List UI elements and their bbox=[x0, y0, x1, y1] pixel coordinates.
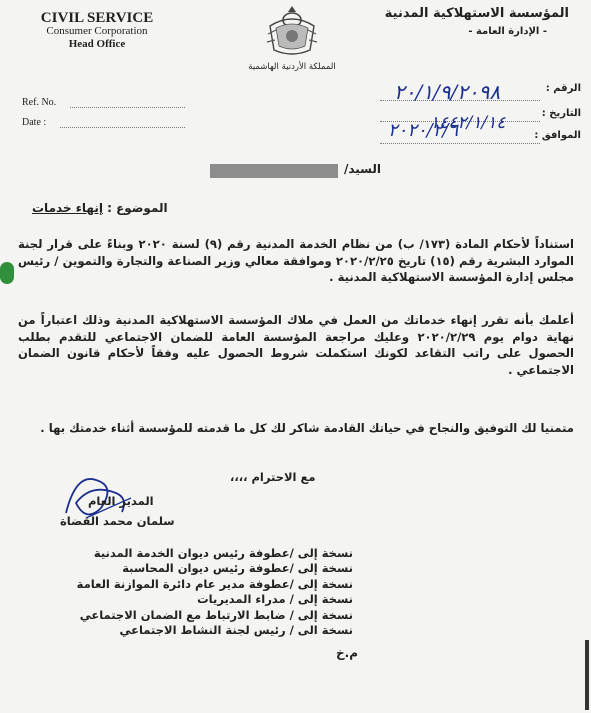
ar-corr-label: الموافق : bbox=[534, 130, 581, 141]
body-paragraph-2: أعلمك بأنه تقرر إنهاء خدماتك من العمل في ملاك المؤسسة الاستهلاكية المدنية وذلك اعتباراً من نهاية دوام يوم ٢٠٢٠/٢/٢٩ وعليك مراجعة المؤسسة العامة للضمان الاجتماعي للتقدم بطلب الحصول على راتب التقاعد لكونك استكملت شروط الحصول عليه وفقاً لأحكام قانون الضمان الاجتماعي . bbox=[18, 313, 574, 377]
green-marker-spot bbox=[0, 262, 14, 284]
emblem-caption: المملكة الأردنية الهاشمية bbox=[248, 62, 336, 72]
date-label: Date : bbox=[22, 117, 47, 128]
handwritten-ref: ٢٠/١/٩/٢٠٩٨ bbox=[394, 80, 501, 104]
footer-code: م.خ bbox=[336, 646, 359, 660]
signature-name: سلمان محمد القضاة bbox=[60, 514, 175, 528]
copies-list bbox=[33, 546, 353, 638]
subject bbox=[32, 201, 168, 215]
copy-line: نسخة إلى / ضابط الارتباط مع الضمان الاجتماعي bbox=[79, 607, 353, 622]
subject-value: إنهاء خدمات bbox=[32, 201, 103, 215]
closing: مع الاحترام ،،،، bbox=[230, 470, 316, 484]
coat-of-arms-icon bbox=[262, 4, 322, 58]
date-line bbox=[60, 127, 185, 128]
copy-line: نسخة الى / رئيس لجنة النشاط الاجتماعي bbox=[119, 623, 353, 638]
ar-office: - الإدارة العامة - bbox=[468, 26, 547, 37]
ref-line bbox=[70, 107, 185, 108]
redacted-name bbox=[210, 164, 338, 178]
ref-label: Ref. No. bbox=[22, 97, 57, 108]
ar-date-label: التاريخ : bbox=[541, 108, 581, 119]
copy-line: نسخة إلى /عطوفة رئيس ديوان الخدمة المدنية bbox=[93, 546, 353, 560]
subject-label: الموضوع : bbox=[107, 201, 168, 215]
en-org-subname: Consumer Corporation bbox=[46, 25, 148, 37]
recipient-label: السيد/ bbox=[343, 162, 381, 176]
copy-line: نسخة إلى / مدراء المديريات bbox=[197, 592, 353, 607]
copy-line: نسخة إلى /عطوفة مدير عام دائرة الموازنة العامة bbox=[76, 576, 353, 591]
page-edge-mark bbox=[585, 640, 589, 710]
handwritten-date: ١٤٤٢/١/١٤ bbox=[430, 113, 506, 133]
ar-ref-label: الرقم : bbox=[545, 83, 581, 94]
handwritten-corr: ٢٠٢٠/٢/٦ bbox=[388, 120, 459, 141]
signature-title: المدير العام bbox=[88, 494, 154, 508]
en-office: Head Office bbox=[68, 38, 126, 50]
body-paragraph-3: متمنيا لك التوفيق والنجاح في حياتك القادمة شاكر لك كل ما قدمته للمؤسسة أثناء خدمتك بها . bbox=[40, 421, 574, 435]
ar-org-name: المؤسسة الاستهلاكية المدنية bbox=[384, 6, 569, 21]
copy-line: نسخة إلى /عطوفة رئيس ديوان المحاسبة bbox=[122, 561, 353, 576]
ar-corr-line bbox=[380, 143, 540, 144]
body-paragraph-1: استناداً لأحكام المادة (١٧٣/ ب) من نظام الخدمة المدنية رقم (٩) لسنة ٢٠٢٠ وبناءً على قرار لجنة الموارد البشرية رقم (١٥) تاريخ ٢٠٢٠/٢/٢٥ وموافقة معالي وزير الصناعة والتجارة والتموين / رئيس مجلس إدارة المؤسسة الاستهلاكية المدنية . bbox=[18, 237, 575, 284]
english-header bbox=[22, 12, 172, 51]
en-org-name: CIVIL SERVICE bbox=[40, 10, 154, 26]
